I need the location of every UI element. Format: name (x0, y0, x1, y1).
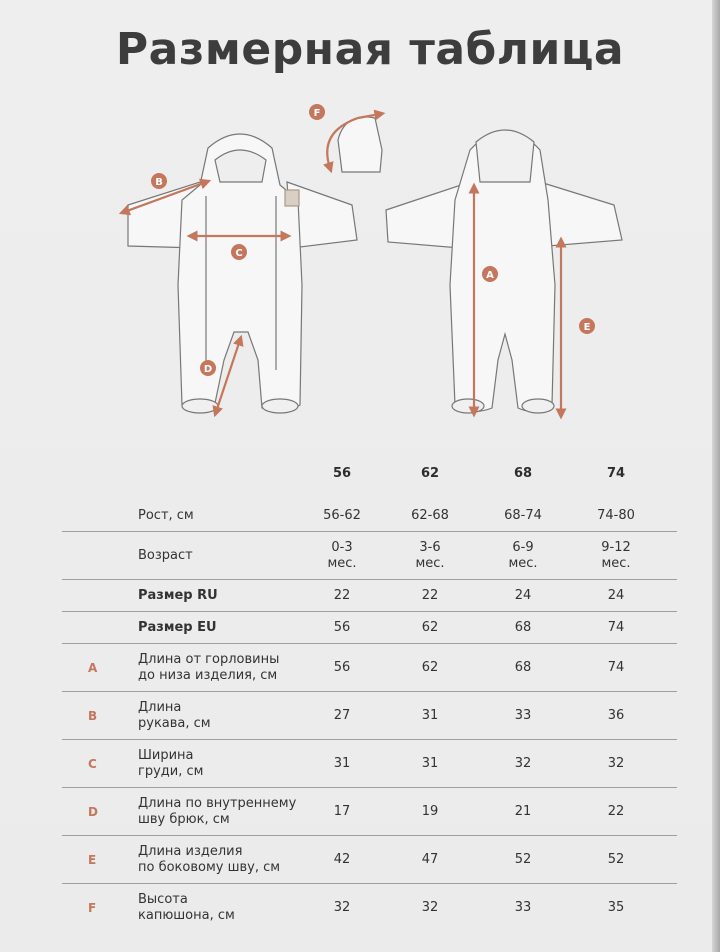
table-row (62, 644, 677, 692)
table-cell: 33 (514, 899, 532, 915)
size-header-row (62, 458, 677, 500)
marker-f: F (313, 108, 321, 119)
measurement-letter: D (88, 804, 98, 819)
table-row (62, 836, 677, 884)
table-row (62, 884, 677, 931)
row-label: Высота капюшона, см (138, 891, 235, 923)
measurement-letter: F (88, 900, 97, 915)
table-cell: 32 (607, 755, 625, 771)
table-cell: 22 (333, 587, 351, 603)
row-label: Длина от горловины до низа изделия, см (138, 651, 280, 683)
table-cell: 22 (421, 587, 439, 603)
table-cell: 62 (421, 659, 439, 675)
table-cell: 47 (421, 851, 439, 867)
table-cell: 35 (607, 899, 625, 915)
table-cell: 24 (607, 587, 625, 603)
table-row (62, 692, 677, 740)
table-row (62, 612, 677, 644)
table-cell: 68 (514, 619, 532, 635)
table-cell: 0-3 мес. (327, 539, 357, 571)
table-cell: 74 (607, 659, 625, 675)
table-cell: 56 (333, 619, 351, 635)
marker-a: A (486, 270, 494, 281)
table-cell: 21 (514, 803, 532, 819)
size-table (62, 458, 677, 931)
marker-d: D (203, 364, 213, 375)
table-cell: 32 (333, 899, 351, 915)
table-cell: 24 (514, 587, 532, 603)
table-cell: 22 (607, 803, 625, 819)
marker-c: C (235, 248, 243, 259)
table-row (62, 580, 677, 612)
row-label: Возраст (138, 547, 193, 563)
row-label: Размер EU (138, 619, 217, 635)
row-label: Длина рукава, см (138, 699, 211, 731)
size-header: 74 (606, 466, 626, 481)
table-cell: 31 (421, 755, 439, 771)
table-cell: 19 (421, 803, 439, 819)
marker-b: B (155, 177, 163, 188)
table-cell: 68 (514, 659, 532, 675)
table-cell: 74 (607, 619, 625, 635)
table-cell: 52 (607, 851, 625, 867)
table-row (62, 500, 677, 532)
marker-e: E (583, 322, 591, 333)
table-cell: 31 (421, 707, 439, 723)
measurement-letter: A (88, 660, 98, 675)
table-cell: 62-68 (411, 507, 449, 523)
back-view (386, 130, 622, 413)
size-header: 62 (420, 466, 440, 481)
table-cell: 6-9 мес. (508, 539, 538, 571)
table-cell: 62 (421, 619, 439, 635)
table-cell: 56 (333, 659, 351, 675)
row-label: Размер RU (138, 587, 218, 603)
measurement-letter: E (88, 852, 97, 867)
table-row (62, 788, 677, 836)
page-title: Размерная таблица (115, 24, 625, 75)
table-row (62, 740, 677, 788)
measurement-letter: B (88, 708, 98, 723)
table-cell: 56-62 (323, 507, 361, 523)
table-cell: 32 (421, 899, 439, 915)
table-cell: 52 (514, 851, 532, 867)
table-cell: 33 (514, 707, 532, 723)
table-cell: 32 (514, 755, 532, 771)
size-header: 56 (332, 466, 352, 481)
row-label: Рост, см (138, 507, 194, 523)
table-cell: 17 (333, 803, 351, 819)
row-label: Ширина груди, см (138, 747, 204, 779)
row-label: Длина по внутреннему шву брюк, см (138, 795, 297, 827)
size-header: 68 (513, 466, 533, 481)
table-cell: 27 (333, 707, 351, 723)
table-cell: 36 (607, 707, 625, 723)
table-row (62, 532, 677, 580)
measurement-letter: C (88, 756, 97, 771)
table-cell: 74-80 (597, 507, 635, 523)
table-cell: 9-12 мес. (601, 539, 631, 571)
table-cell: 42 (333, 851, 351, 867)
page-edge (712, 0, 720, 952)
row-label: Длина изделия по боковому шву, см (138, 843, 281, 875)
table-cell: 31 (333, 755, 351, 771)
table-cell: 3-6 мес. (415, 539, 445, 571)
jumpsuit-illustration (0, 90, 712, 430)
table-cell: 68-74 (504, 507, 542, 523)
